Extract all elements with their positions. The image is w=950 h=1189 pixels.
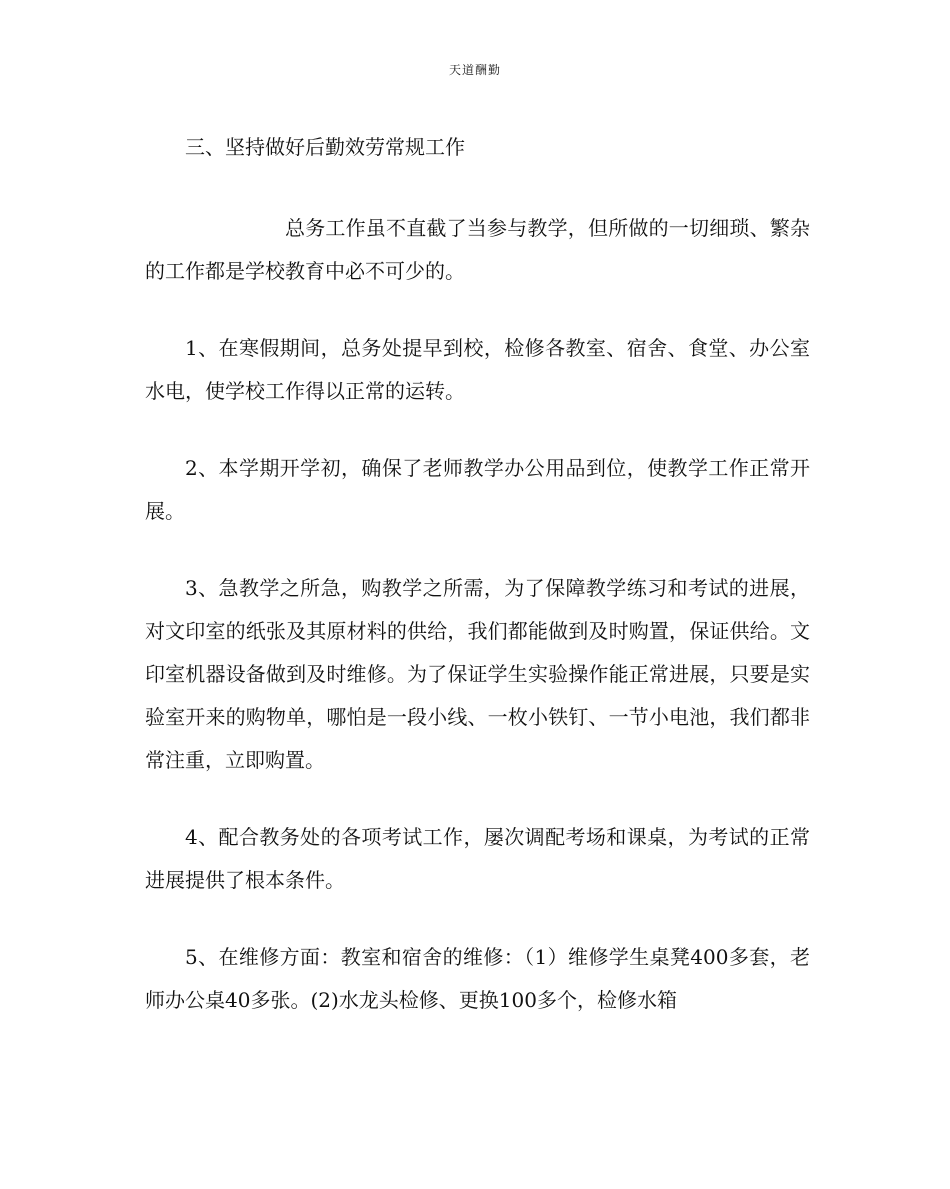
- list-item-2: 2、本学期开学初，确保了老师教学办公用品到位，使教学工作正常开展。: [145, 456, 810, 523]
- list-item-1: 1、在寒假期间，总务处提早到校，检修各教室、宿舍、食堂、办公室水电，使学校工作得以正常的运转。: [145, 336, 810, 403]
- section-heading: 三、坚持做好后勤效劳常规工作: [185, 135, 465, 159]
- list-item-4: 4、配合教务处的各项考试工作，屡次调配考场和课桌，为考试的正常进展提供了根本条件。: [145, 825, 810, 892]
- page-header: 天道酬勤: [448, 63, 501, 77]
- intro-paragraph: 总务工作虽不直截了当参与教学，但所做的一切细琐、繁杂的工作都是学校教育中必不可少的。: [145, 216, 810, 283]
- document-body: [145, 126, 810, 1056]
- list-item-3: 3、急教学之所急，购教学之所需，为了保障教学练习和考试的进展，对文印室的纸张及其原材料的供给，我们都能做到及时购置，保证供给。文印室机器设备做到及时维修。为了保证学生实验操作能正常进展，只要是实验室开来的购物单，哪怕是一段小线、一枚小铁钉、一节小电池，我们都非常注重，立即购置。: [145, 576, 810, 772]
- list-item-5: 5、在维修方面：教室和宿舍的维修：（1）维修学生桌凳400多套，老师办公桌40多张。(2)水龙头检修、更换100多个，检修水箱: [145, 945, 810, 1012]
